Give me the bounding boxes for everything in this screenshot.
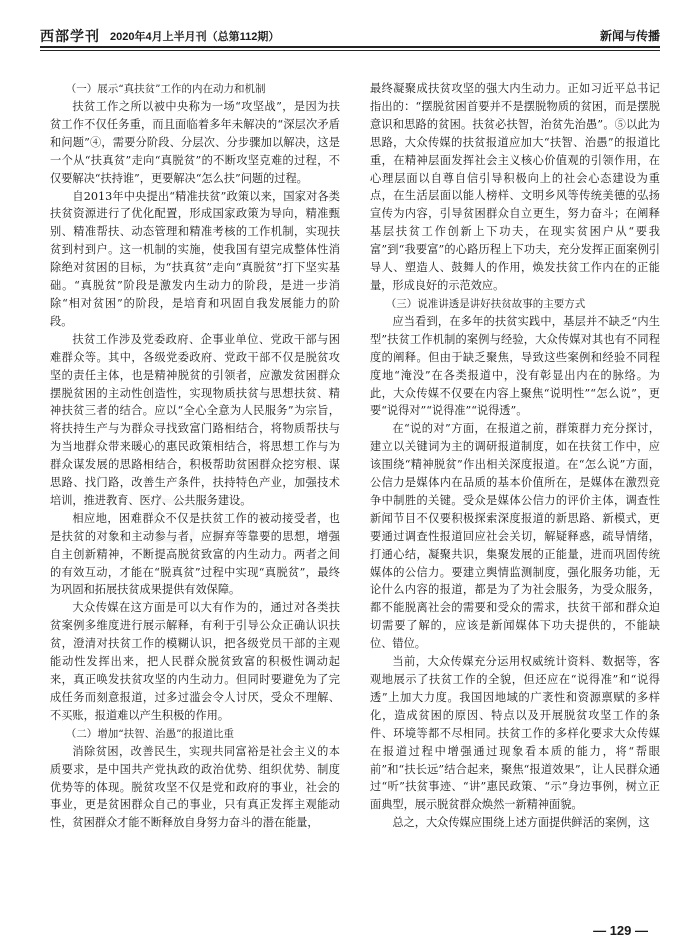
header-rule xyxy=(40,46,660,48)
page-number: — 129 — xyxy=(593,923,648,938)
paragraph: 相应地，困难群众不仅是扶贫工作的被动接受者，也是扶贫的对象和主动参与者，应摒弃等靠要的思想，增强自主创新精神，不断提高脱贫致富的内生动力。两者之间的有效互动，才能在“脱真贫”过程中实现“真脱贫”，最终为巩固和拓展扶贫成果提供有效保障。 xyxy=(50,511,340,597)
left-column xyxy=(50,80,340,832)
paragraph: 总之，大众传媒应围绕上述方面提供鲜活的案例，这 xyxy=(392,816,650,830)
section-heading: （一）展示“真扶贫”工作的内在动力和机制 xyxy=(65,83,266,95)
paragraph: 自2013年中央提出“精准扶贫”政策以来，国家对各类扶贫资源进行了优化配置，形成国家政策为导向，精准甄别、精准帮扶、动态管理和精准考核的工作机制，实现扶贫到村到户。这一机制的实施，使我国有望完成整体性消除绝对贫困的目标，为“扶真贫”走向“真脱贫”打下坚实基础。“真脱贫”阶段是激发内生动力的阶段，是进一步消除“相对贫困”的阶段，是培育和巩固自我发展能力的阶段。 xyxy=(50,189,340,328)
paragraph: 应当看到，在多年的扶贫实践中，基层并不缺乏“内生型”扶贫工作机制的案例与经验，大众传媒对其也有不同程度的阐释。但由于缺乏聚焦，导致这些案例和经验不同程度地“淹没”在各类报道中，没有彰显出内在的脉络。为此，大众传媒不仅要在内容上聚焦“说明性”“怎么说”，更要“说得对”“说得准”“说得透”。 xyxy=(370,314,660,418)
paragraph: 消除贫困，改善民生，实现共同富裕是社会主义的本质要求，是中国共产党执政的政治优势、组织优势、制度优势等的体现。脱贫攻坚不仅是党和政府的事业，社会的事业，更是贫困群众自己的事业，只有真正发挥主观能动性，贫困群众才能不断释放自身努力奋斗的潜在能量， xyxy=(50,744,340,830)
paragraph: 扶贫工作涉及党委政府、企事业单位、党政干部与困难群众等。其中，各级党委政府、党政干部不仅是脱贫攻坚的责任主体，也是精神脱贫的引领者，应激发贫困群众摆脱贫困的主动性创造性，实现物质扶贫与思想扶贫、精神扶贫三者的结合。应以“全心全意为人民服务”为宗旨，将扶持生产与为群众寻找致富门路相结合，将物质帮扶与为当地群众带来暖心的惠民政策相结合，将思想工作与为群众谋发展的思路相结合，积极帮助贫困群众挖穷根、谋思路、找门路，改善生产条件，扶持特色产业，加强技术培训，推进教育、医疗、公共服务建设。 xyxy=(50,332,340,507)
header-rule-thin xyxy=(40,50,660,51)
paragraph: 大众传媒在这方面是可以大有作为的，通过对各类扶贫案例多维度进行展示解释，有利于引导公众正确认识扶贫，澄清对扶贫工作的模糊认识，把各级党员干部的主观能动性发挥出来，把人民群众脱贫致富的积极性调动起来，真正唤发扶贫攻坚的内生动力。但同时要避免为了完成任务而刻意报道，过多过滥会令人讨厌，受众不理解、不买账，报道难以产生积极的作用。 xyxy=(50,601,340,722)
paragraph: 在“说的对”方面，在报道之前，群策群力充分探讨，建立以关键词为主的调研报道制度，如在扶贫工作中，应该围绕“精神脱贫”作出相关深度报道。在“怎么说”方面，公信力是媒体内在品质的基本价值所在，是媒体在激烈竞争中制胜的关键。受众是媒体公信力的评价主体，调查性新闻节目不仅要积极探索深度报道的新思路、新模式，更要通过调查性报道回应社会关切，解疑释惑，疏导情绪，打通心结，凝聚共识，集聚发展的正能量，进而巩固传统媒体的公信力。要建立舆情监测制度，强化服务功能，无论什么内容的报道，都是为了为社会服务，为受众服务，都不能脱离社会的需要和受众的需求，扶贫干部和群众迫切需要了解的，应该是新闻媒体下功夫提供的，不能缺位、错位。 xyxy=(370,422,660,651)
paragraph: 当前，大众传媒充分运用权威统计资料、数据等，客观地展示了扶贫工作的全貌，但还应在“说得准”和“说得透”上加大力度。我国因地域的广袤性和资源禀赋的多样化，造成贫困的原因、特点以及开展脱贫攻坚工作的条件、环境等都不尽相同。扶贫工作的多样化要求大众传媒在报道过程中增强通过现象看本质的能力，将“帮眼前”和“扶长远”结合起来，聚焦“报道效果”，让人民群众通过“听”扶贫事迹、“讲”惠民政策、“示”身边事例，树立正面典型，展示脱贫群众焕然一新精神面貌。 xyxy=(370,655,660,812)
journal-logo: 西部学刊 xyxy=(40,29,100,45)
paragraph: 最终凝聚成扶贫攻坚的强大内生动力。正如习近平总书记指出的：“摆脱贫困首要并不是摆脱物质的贫困，而是摆脱意识和思路的贫困。扶贫必扶智，治贫先治愚”。⑤以此为思路，大众传媒的扶贫报道应加大“扶智、治愚”的报道比重，在精神层面发挥社会主义核心价值观的引领作用，在心理层面以自尊自信引导积极向上的社会心态建设为重点，在生活层面以能人榜样、文明乡风等传统美德的弘扬宣传为内容，引导贫困群众自立更生，努力奋斗；在阐释基层扶贫工作创新上下功夫，在现实贫困户从“要我富”到“我要富”的心路历程上下功夫，充分发挥正面案例引导人、塑造人、鼓舞人的作用，焕发扶贫工作内在的正能量，形成良好的示范效应。 xyxy=(370,82,660,292)
paragraph: 扶贫工作之所以被中央称为一场“攻坚战”，是因为扶贫工作不仅任务重，而且面临着多年未解决的“深层次矛盾和问题”④，需要分阶段、分层次、分步骤加以解决，这是一个从“扶真贫”走向“真脱贫”的不断攻坚克难的过程，不仅要解决“扶持谁”，更要解决“怎么扶”问题的过程。 xyxy=(50,100,340,185)
page-header xyxy=(40,22,660,48)
right-column xyxy=(370,80,660,832)
section-heading: （二）增加“扶智、治愚”的报道比重 xyxy=(65,727,234,740)
section-heading: （三）说准讲透是讲好扶贫故事的主要方式 xyxy=(385,297,586,310)
section-label: 新闻与传播 xyxy=(599,29,660,43)
issue-label: 2020年4月上半月刊（总第112期） xyxy=(110,31,280,43)
